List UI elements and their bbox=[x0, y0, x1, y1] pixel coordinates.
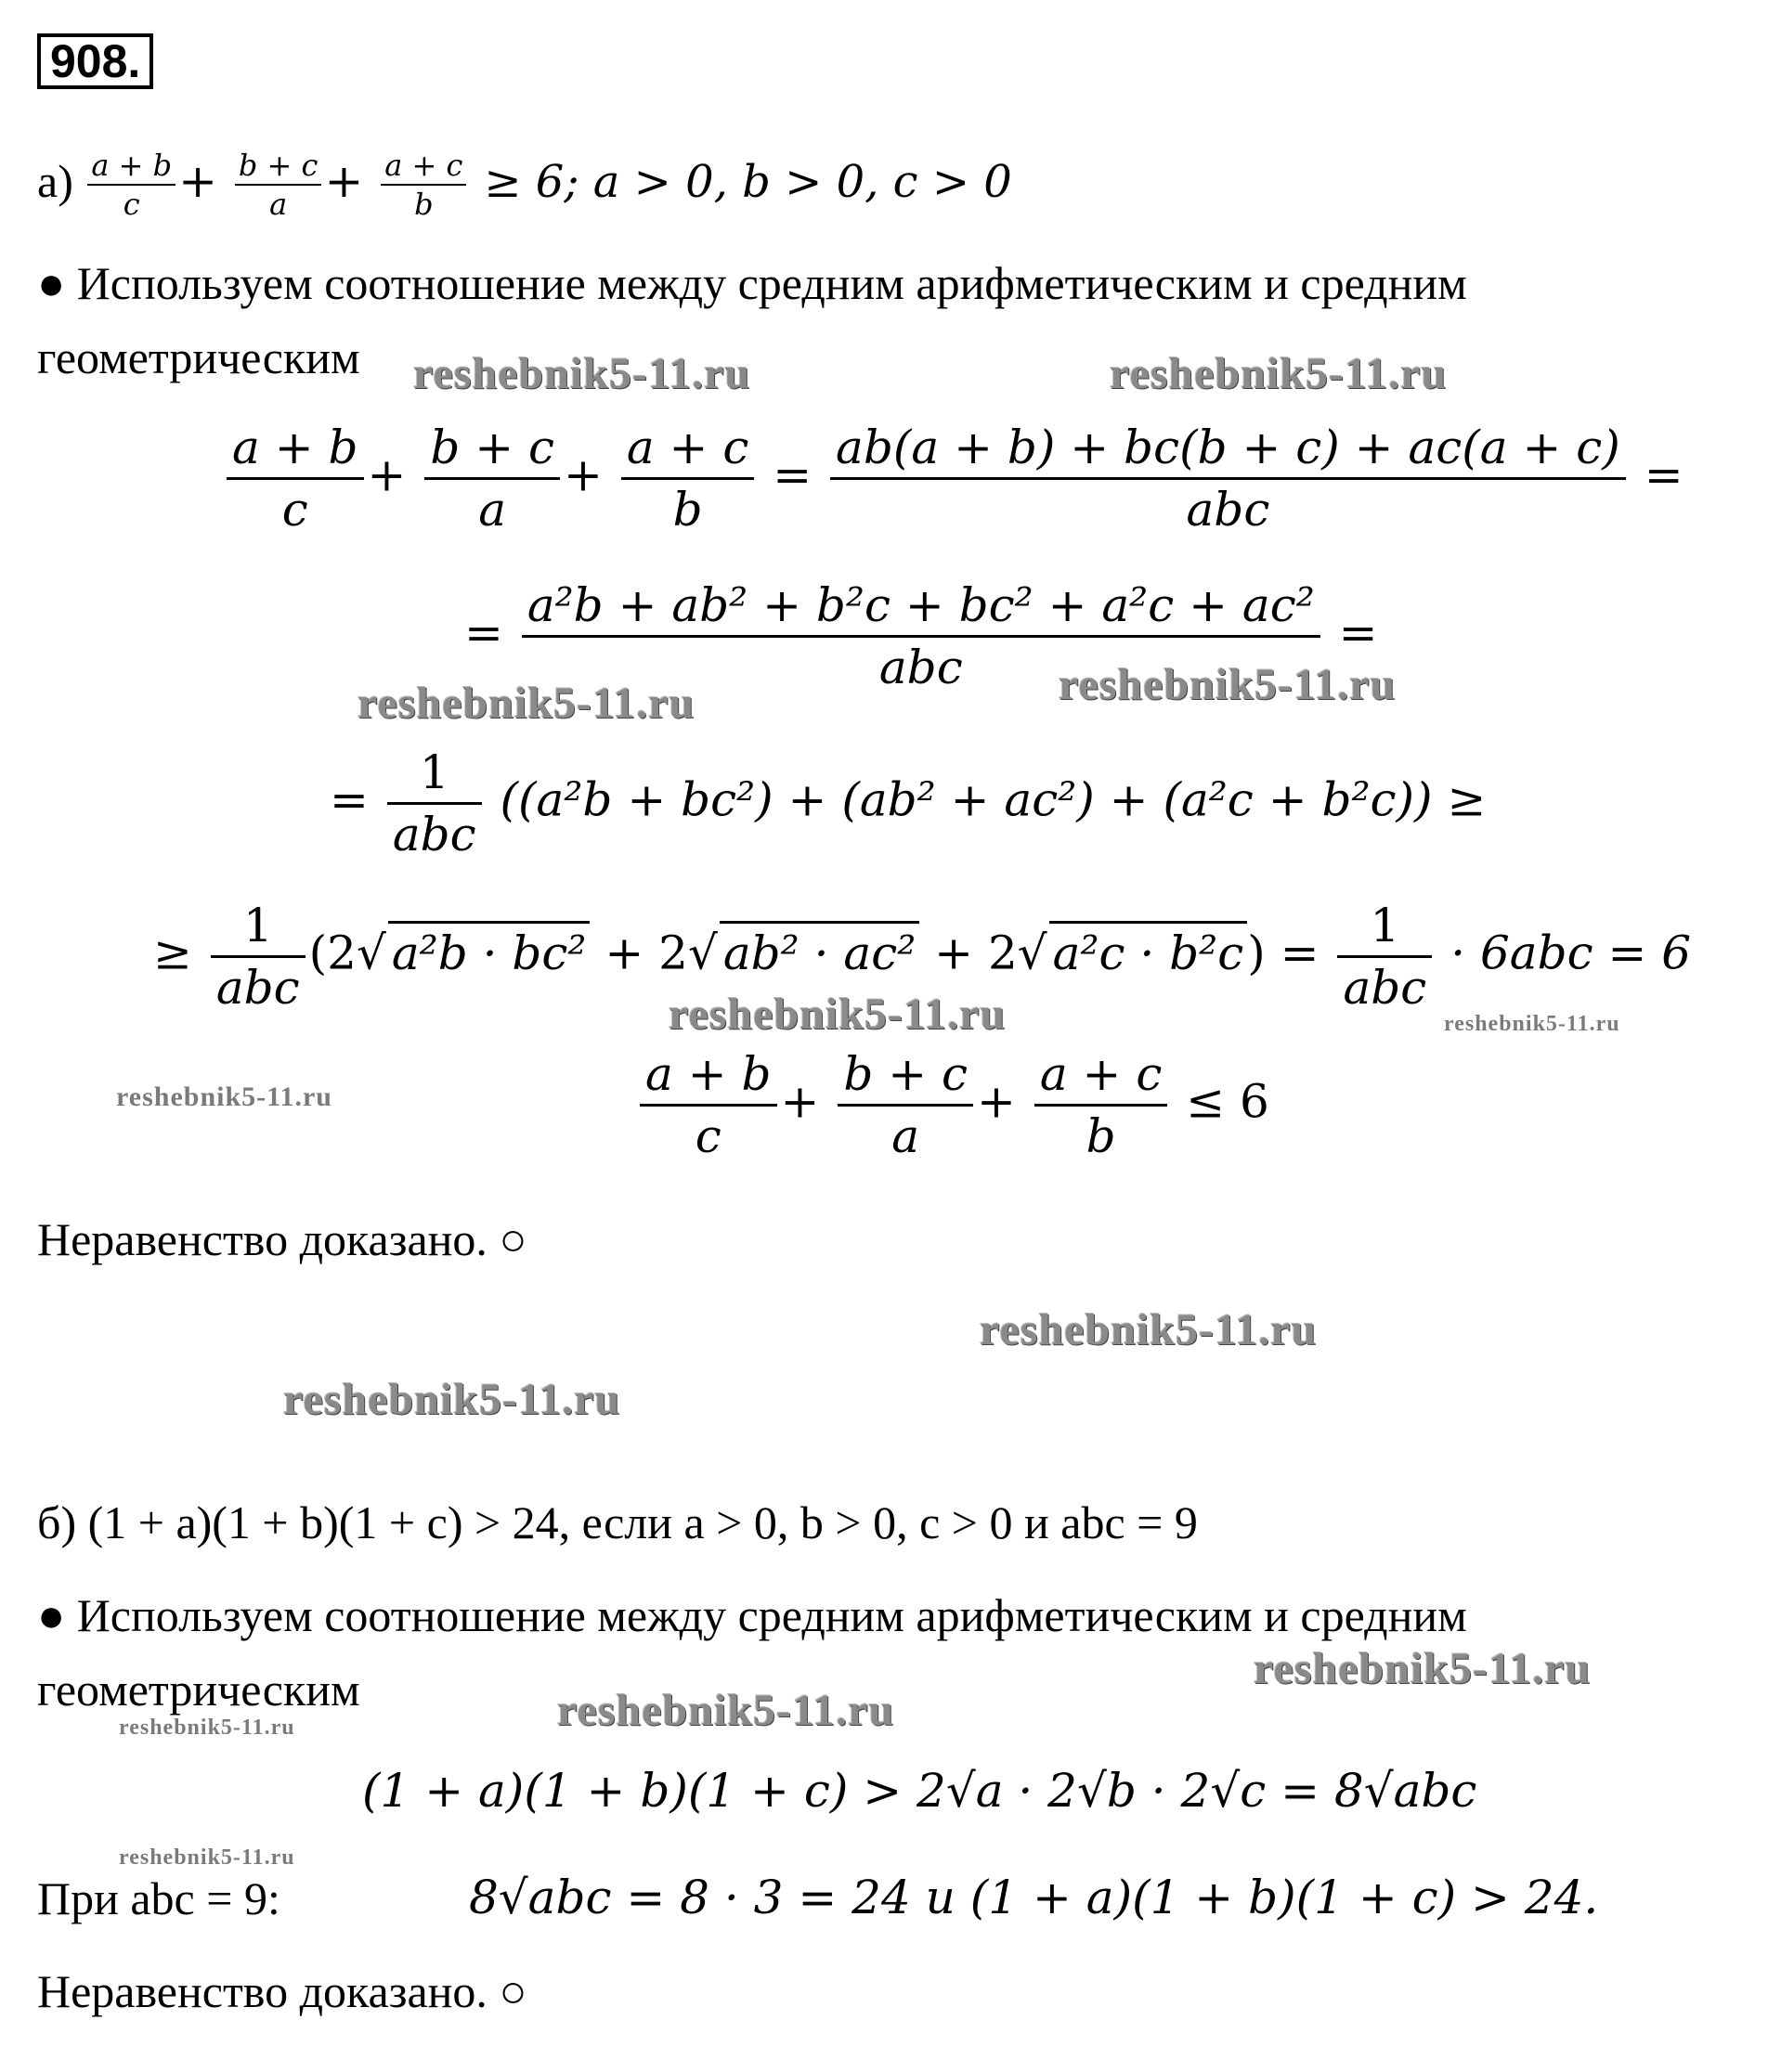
line5-frac-3: $\frac{a + c}{b}$ bbox=[1034, 1044, 1168, 1166]
line3-frac: $\frac{1}{\text{abc}}$ bbox=[387, 743, 482, 864]
part-a-intro-line2: геометрическим bbox=[37, 331, 360, 383]
watermark: reshebnik5-11.ru bbox=[1254, 1644, 1592, 1693]
stmt-tail: ≥ 6; a > 0, b > 0, c > 0 bbox=[484, 156, 1012, 208]
part-a-statement: а) $\frac{a + b}{c}$ + $\frac{b + c}{a}$ + $\frac{a + c}{b}$ ≥ 6; a > 0, b > 0, c > 0 bbox=[37, 148, 1012, 222]
watermark: reshebnik5-11.ru bbox=[119, 1716, 295, 1740]
watermark: reshebnik5-11.ru bbox=[1059, 660, 1397, 709]
watermark: reshebnik5-11.ru bbox=[669, 990, 1007, 1039]
line5-frac-2: $\frac{b + c}{a}$ bbox=[838, 1044, 973, 1166]
line4-sqrt-3: a²c · b²c bbox=[1049, 921, 1248, 983]
stmt-frac-2: $\frac{b + c}{a}$ bbox=[235, 147, 322, 223]
part-a-intro-line1: ● Используем соотношение между средним арифметическим и средним bbox=[37, 257, 1467, 309]
line4-sqrt-1: a²b · bc² bbox=[388, 921, 591, 983]
line3-body: ((a²b + bc²) + (ab² + ac²) + (a²c + b²c)) ≥ bbox=[500, 772, 1487, 827]
line1-rhs-frac: $\frac{ab(a + b) + bc(b + c) + ac(a + c)}{\text{abc}}$ bbox=[830, 418, 1626, 539]
watermark: reshebnik5-11.ru bbox=[1110, 349, 1448, 398]
part-b-statement: б) (1 + a)(1 + b)(1 + c) > 24, если a > 0, b > 0, c > 0 и abc = 9 bbox=[37, 1496, 1198, 1548]
part-a-label: а) bbox=[37, 155, 73, 207]
part-a-conclusion: Неравенство доказано. ○ bbox=[37, 1213, 527, 1265]
watermark: reshebnik5-11.ru bbox=[1444, 1012, 1620, 1036]
part-b-formula: (1 + a)(1 + b)(1 + c) > 2√a · 2√b · 2√c = 8√abc bbox=[362, 1764, 1477, 1818]
watermark: reshebnik5-11.ru bbox=[116, 1081, 332, 1112]
problem-number: 908. bbox=[37, 33, 153, 89]
watermark: reshebnik5-11.ru bbox=[557, 1686, 895, 1735]
watermark: reshebnik5-11.ru bbox=[413, 349, 751, 398]
watermark: reshebnik5-11.ru bbox=[358, 679, 696, 728]
line4-sqrt-2: ab² · ac² bbox=[720, 921, 919, 983]
part-b-conclusion: Неравенство доказано. ○ bbox=[37, 1965, 527, 2017]
proof-line-4: ≥ $\frac{1}{\text{abc}}$ (2√ a²b · bc² + 2√ ab² · ac² + 2√ a²c · b²c) = $\frac{1}{\text{abc}}$ · 6abc = 6 bbox=[153, 896, 1691, 1017]
proof-line-3: = $\frac{1}{\text{abc}}$ ((a²b + bc²) + (ab² + ac²) + (a²c + b²c)) ≥ bbox=[330, 743, 1486, 864]
watermark: reshebnik5-11.ru bbox=[283, 1375, 621, 1424]
watermark: reshebnik5-11.ru bbox=[119, 1845, 295, 1870]
line1-frac-3: $\frac{a + c}{b}$ bbox=[621, 418, 755, 539]
line5-frac-1: $\frac{a + b}{c}$ bbox=[640, 1044, 777, 1166]
stmt-frac-1: $\frac{a + b}{c}$ bbox=[87, 147, 176, 223]
part-b-at-formula: 8√abc = 8 · 3 = 24 и (1 + a)(1 + b)(1 + c) > 24. bbox=[469, 1871, 1599, 1924]
part-b-at-label: При abc = 9: bbox=[37, 1872, 280, 1924]
line4-tail-frac: $\frac{1}{\text{abc}}$ bbox=[1337, 896, 1432, 1017]
part-b-intro-line2: геометрическим bbox=[37, 1664, 360, 1716]
stmt-frac-3: $\frac{a + c}{b}$ bbox=[381, 147, 466, 223]
line1-frac-1: $\frac{a + b}{c}$ bbox=[227, 418, 364, 539]
line2-frac: $\frac{\text{a²b + ab² + b²c + bc² + a²c + ac²}}{\text{abc}}$ bbox=[522, 576, 1320, 697]
part-b-intro-line1: ● Используем соотношение между средним арифметическим и средним bbox=[37, 1589, 1467, 1641]
line1-frac-2: $\frac{b + c}{a}$ bbox=[424, 418, 560, 539]
proof-line-1: $\frac{a + b}{c}$ + $\frac{b + c}{a}$ + $\frac{a + c}{b}$ = $\frac{ab(a + b) + bc(b + c) + ac(a + c)}{\text{abc}}$ = bbox=[223, 418, 1684, 539]
proof-line-2: = $\frac{\text{a²b + ab² + b²c + bc² + a²c + ac²}}{\text{abc}}$ = bbox=[464, 576, 1378, 697]
proof-line-5: $\frac{a + b}{c}$ + $\frac{b + c}{a}$ + $\frac{a + c}{b}$ ≤ 6 bbox=[636, 1044, 1269, 1166]
watermark: reshebnik5-11.ru bbox=[980, 1305, 1318, 1354]
line4-frac: $\frac{1}{\text{abc}}$ bbox=[211, 896, 306, 1017]
